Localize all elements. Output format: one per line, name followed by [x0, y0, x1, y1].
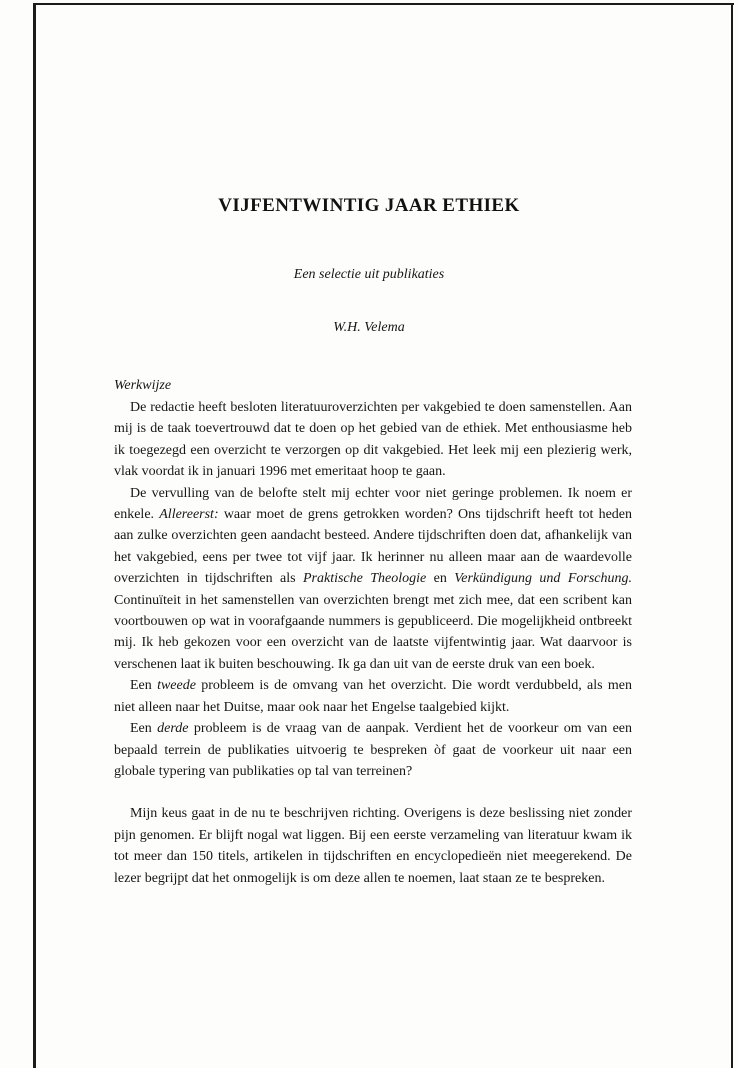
paragraph-3 [114, 675, 632, 718]
paragraph-2-text-3: en [426, 571, 455, 587]
paragraph-3-text-1: Een [130, 678, 158, 694]
page-border-right [731, 3, 733, 1068]
paragraph-2-text-2: waar moet de grens getrokken worden? Ons tijdschrift heeft tot heden aan zulke overzichten geen aandacht besteed. Andere tijdschriften doen dat, afhankelijk van het vakgebied, eens per twee tot vijf jaar. Ik herinner nu alleen maar aan de waardevolle overzichten in tijdschriften als [114, 507, 633, 587]
paragraph-4-text-2: probleem is de vraag van de aanpak. Verdient het de voorkeur om van een bepaald terrein de publikaties uitvoerig te bespreken òf gaat de voorkeur uit naar een globale typering van publikaties op tal van terreinen? [114, 721, 632, 779]
page-border-top [34, 3, 734, 5]
section-heading: Werkwijze [114, 378, 172, 393]
paragraph-3-text-2: probleem is de omvang van het overzicht. Die wordt verdubbeld, als men niet alleen naar het Duitse, maar ook naar het Engelse taalgebied kijkt. [114, 678, 633, 715]
paragraph-5: Mijn keus gaat in de nu te beschrijven richting. Overigens is deze beslissing niet zonder pijn genomen. Er blijft nogal wat liggen. Bij een eerste verzameling van literatuur kwam ik tot meer dan 150 titels, artikelen in tijdschriften en encyclopedieën niet meegerekend. De lezer begrijpt dat het onmogelijk is om deze allen te noemen, laat staan ze te bespreken. [114, 806, 632, 886]
paragraph-2-text-1: De vervulling van de belofte stelt mij echter voor niet geringe problemen. Ik noem er enkele. [114, 485, 632, 523]
paragraph-2-emphasis-allereerst: Allereerst: [159, 507, 219, 523]
paragraph-4-text-1: Een [130, 721, 158, 737]
paragraph-1: De redactie heeft besloten literatuuroverzichten per vakgebied te doen samenstellen. Aan mij is de taak toevertrouwd dat te doen op het gebied van de ethiek. Met enthousiasme heb ik toegezegd een overzicht te verzorgen op dit vakgebied. Het leek mij een plezierig werk, vlak voordat ik in januari 1996 met emeritaat hoop te gaan. [114, 400, 632, 480]
paragraph-2-emphasis-praktische-theologie: Praktische Theologie [302, 571, 427, 587]
paragraph-2-emphasis-verkundigung: Verkündigung und Forschung. [454, 571, 632, 587]
article-body [114, 397, 632, 889]
paragraph-3-emphasis-tweede: tweede [157, 678, 196, 694]
paragraph-2 [114, 483, 632, 676]
article-subtitle: Een selectie uit publikaties [293, 267, 445, 282]
page-border-left [33, 3, 36, 1068]
paragraph-2-text-4: Continuïteit in het samenstellen van overzichten brengt met zich mee, dat een scribent kan voortbouwen op wat in voorafgaande nummers is gepubliceerd. Die mogelijkheid ontbreekt mij. Ik heb gekozen voor een overzicht van de laatste vijfentwintig jaar. Wat daarvoor is verschenen laat ik buiten beschouwing. Ik ga dan uit van de eerste druk van een boek. [114, 592, 632, 672]
paragraph-4-emphasis-derde: derde [157, 721, 189, 737]
article-title: VIJFENTWINTIG JAAR ETHIEK [218, 195, 520, 216]
article-author: W.H. Velema [333, 320, 405, 335]
paragraph-4 [114, 718, 632, 782]
